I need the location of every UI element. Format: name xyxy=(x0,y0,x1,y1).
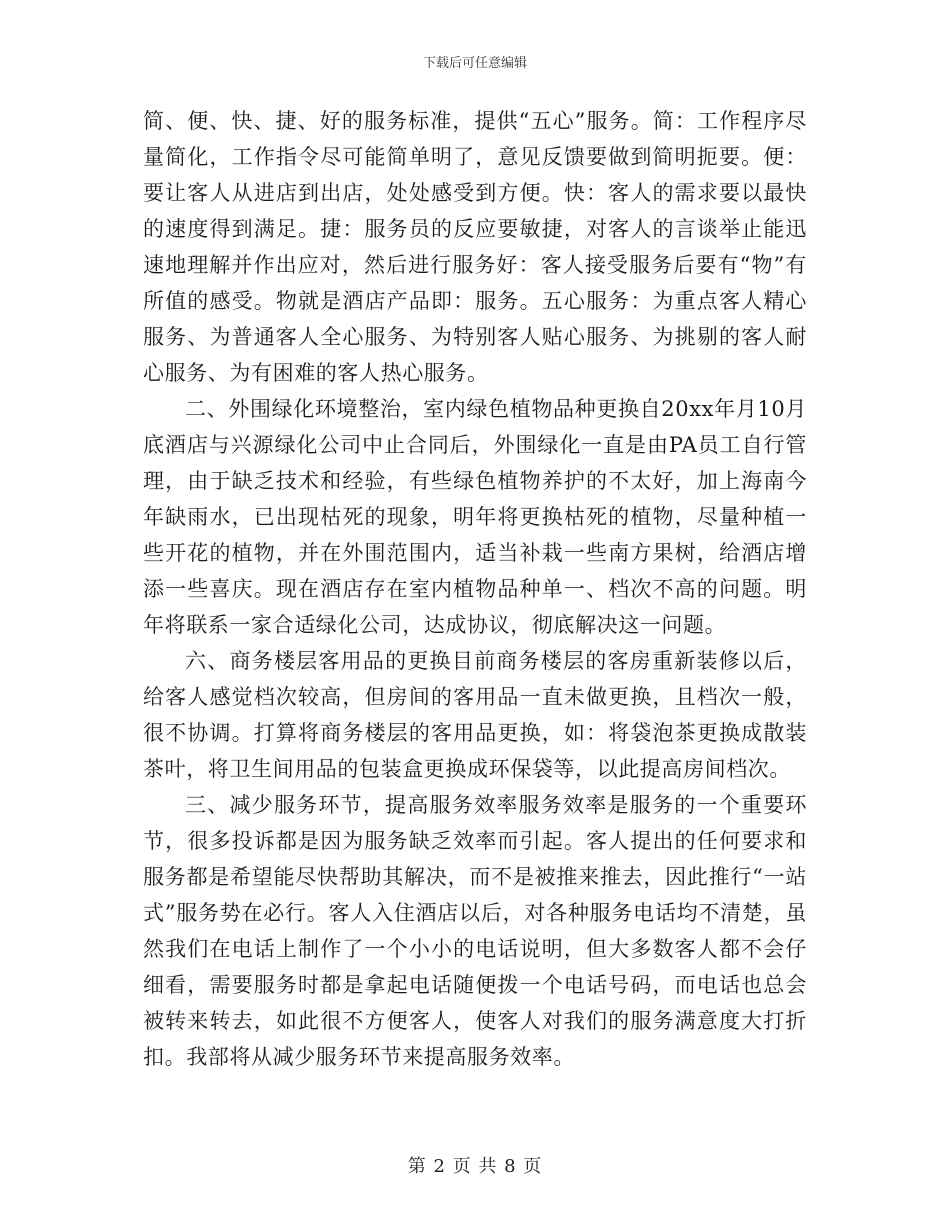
paragraph-service-efficiency: 三、减少服务环节，提高服务效率服务效率是服务的一个重要环节，很多投诉都是因为服务缺乏效率而引起。客人提出的任何要求和服务都是希望能尽快帮助其解决，而不是被推来推去，因此推行“一站式”服务势在必行。客人入住酒店以后，对各种服务电话均不清楚，虽然我们在电话上制作了一个小小的电话说明，但大多数客人都不会仔细看，需要服务时都是拿起电话随便拨一个电话号码，而电话也总会被转来转去，如此很不方便客人，使客人对我们的服务满意度大打折扣。我部将从减少服务环节来提高服务效率。 xyxy=(143,793,807,1069)
page-header-note: 下载后可任意编辑 xyxy=(422,56,527,71)
paragraph-service-standard: 简、便、快、捷、好的服务标准，提供“五心”服务。简：工作程序尽量简化，工作指令尽可能简单明了，意见反馈要做到简明扼要。便：要让客人从进店到出店，处处感受到方便。快：客人的需求要以最快的速度得到满足。捷：服务员的反应要敏捷，对客人的言谈举止能迅速地理解并作出应对，然后进行服务好：客人接受服务后要有“物”有所值的感受。物就是酒店产品即：服务。五心服务：为重点客人精心服务、为普通客人全心服务、为特别客人贴心服务、为挑剔的客人耐心服务、为有困难的客人热心服务。 xyxy=(143,109,807,385)
paragraph-business-floor: 六、商务楼层客用品的更换目前商务楼层的客房重新装修以后，给客人感觉档次较高，但房间的客用品一直未做更换，且档次一般，很不协调。打算将商务楼层的客用品更换，如：将袋泡茶更换成散装茶叶，将卫生间用品的包装盒更换成环保袋等，以此提高房间档次。 xyxy=(143,649,807,781)
page-number: 第 2 页 共 8 页 xyxy=(407,1156,543,1177)
document-body xyxy=(143,103,807,1075)
paragraph-greening: 二、外围绿化环境整治，室内绿色植物品种更换自20xx年月10月底酒店与兴源绿化公司中止合同后，外围绿化一直是由PA员工自行管理，由于缺乏技术和经验，有些绿色植物养护的不太好，加上海南今年缺雨水，已出现枯死的现象，明年将更换枯死的植物，尽量种植一些开花的植物，并在外围范围内，适当补栽一些南方果树，给酒店增添一些喜庆。现在酒店存在室内植物品种单一、档次不高的问题。明年将联系一家合适绿化公司，达成协议，彻底解决这一问题。 xyxy=(143,397,807,637)
